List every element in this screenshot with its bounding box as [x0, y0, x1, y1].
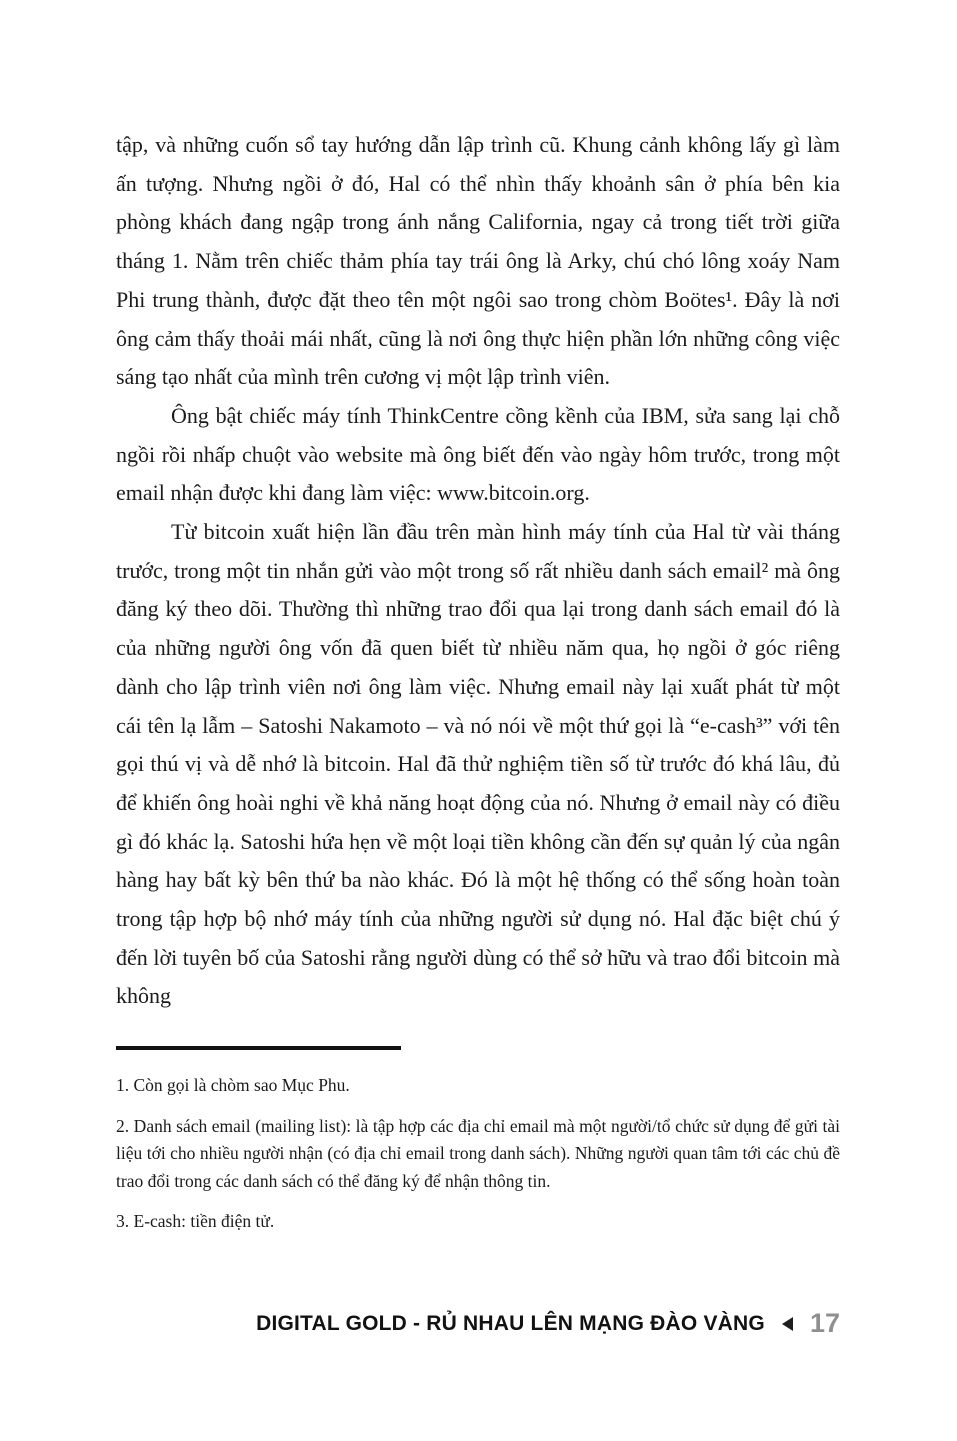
page-number: 17: [809, 1308, 840, 1338]
paragraph-3: Từ bitcoin xuất hiện lần đầu trên màn hình máy tính của Hal từ vài tháng trước, trong một tin nhắn gửi vào một trong số rất nhiều danh sách email² mà ông đăng ký theo dõi. Thường thì những trao đổi qua lại trong danh sách email đó là của những người ông vốn đã quen biết từ nhiều năm qua, họ ngồi ở góc riêng dành cho lập trình viên nơi ông làm việc. Nhưng email này lại xuất phát từ một cái tên lạ lẫm – Satoshi Nakamoto – và nó nói về một thứ gọi là “e-cash³” với tên gọi thú vị và dễ nhớ là bitcoin. Hal đã thử nghiệm tiền số từ trước đó khá lâu, đủ để khiến ông hoài nghi về khả năng hoạt động của nó. Nhưng ở email này có điều gì đó khác lạ. Satoshi hứa hẹn về một loại tiền không cần đến sự quản lý của ngân hàng hay bất kỳ bên thứ ba nào khác. Đó là một hệ thống có thể sống hoàn toàn trong tập hợp bộ nhớ máy tính của những người sử dụng nó. Hal đặc biệt chú ý đến lời tuyên bố của Satoshi rằng người dùng có thể sở hữu và trao đổi bitcoin mà không: [116, 519, 840, 1009]
footnote-1: 1. Còn gọi là chòm sao Mục Phu.: [116, 1075, 350, 1096]
footnote-divider: [116, 1046, 401, 1050]
paragraph-1: tập, và những cuốn sổ tay hướng dẫn lập trình cũ. Khung cảnh không lấy gì làm ấn tượng. Nhưng ngồi ở đó, Hal có thể nhìn thấy khoảnh sân ở phía bên kia phòng khách đang ngập trong ánh nắng California, ngay cả trong tiết trời giữa tháng 1. Nằm trên chiếc thảm phía tay trái ông là Arky, chú chó lông xoáy Nam Phi trung thành, được đặt theo tên một ngôi sao trong chòm Boötes¹. Đây là nơi ông cảm thấy thoải mái nhất, cũng là nơi ông thực hiện phần lớn những công việc sáng tạo nhất của mình trên cương vị một lập trình viên.: [116, 132, 840, 390]
left-triangle-icon: [782, 1317, 793, 1331]
footnote-3: 3. E-cash: tiền điện tử.: [116, 1211, 275, 1232]
footnote-2: 2. Danh sách email (mailing list): là tập hợp các địa chỉ email mà một người/tổ chức sử dụng để gửi tài liệu tới cho nhiều người nhận (có địa chỉ email trong danh sách). Những người quan tâm tới các chủ đề trao đổi trong các danh sách có thể đăng ký để nhận thông tin.: [116, 1115, 840, 1191]
footer-book-title: DIGITAL GOLD - RỦ NHAU LÊN MẠNG ĐÀO VÀNG: [256, 1311, 765, 1335]
page-footer: [116, 1308, 840, 1339]
page-content: [116, 126, 840, 1249]
paragraph-2: Ông bật chiếc máy tính ThinkCentre cồng kềnh của IBM, sửa sang lại chỗ ngồi rồi nhấp chuột vào website mà ông biết đến vào ngày hôm trước, trong một email nhận được khi đang làm việc: www.bitcoin.org.: [116, 402, 840, 506]
